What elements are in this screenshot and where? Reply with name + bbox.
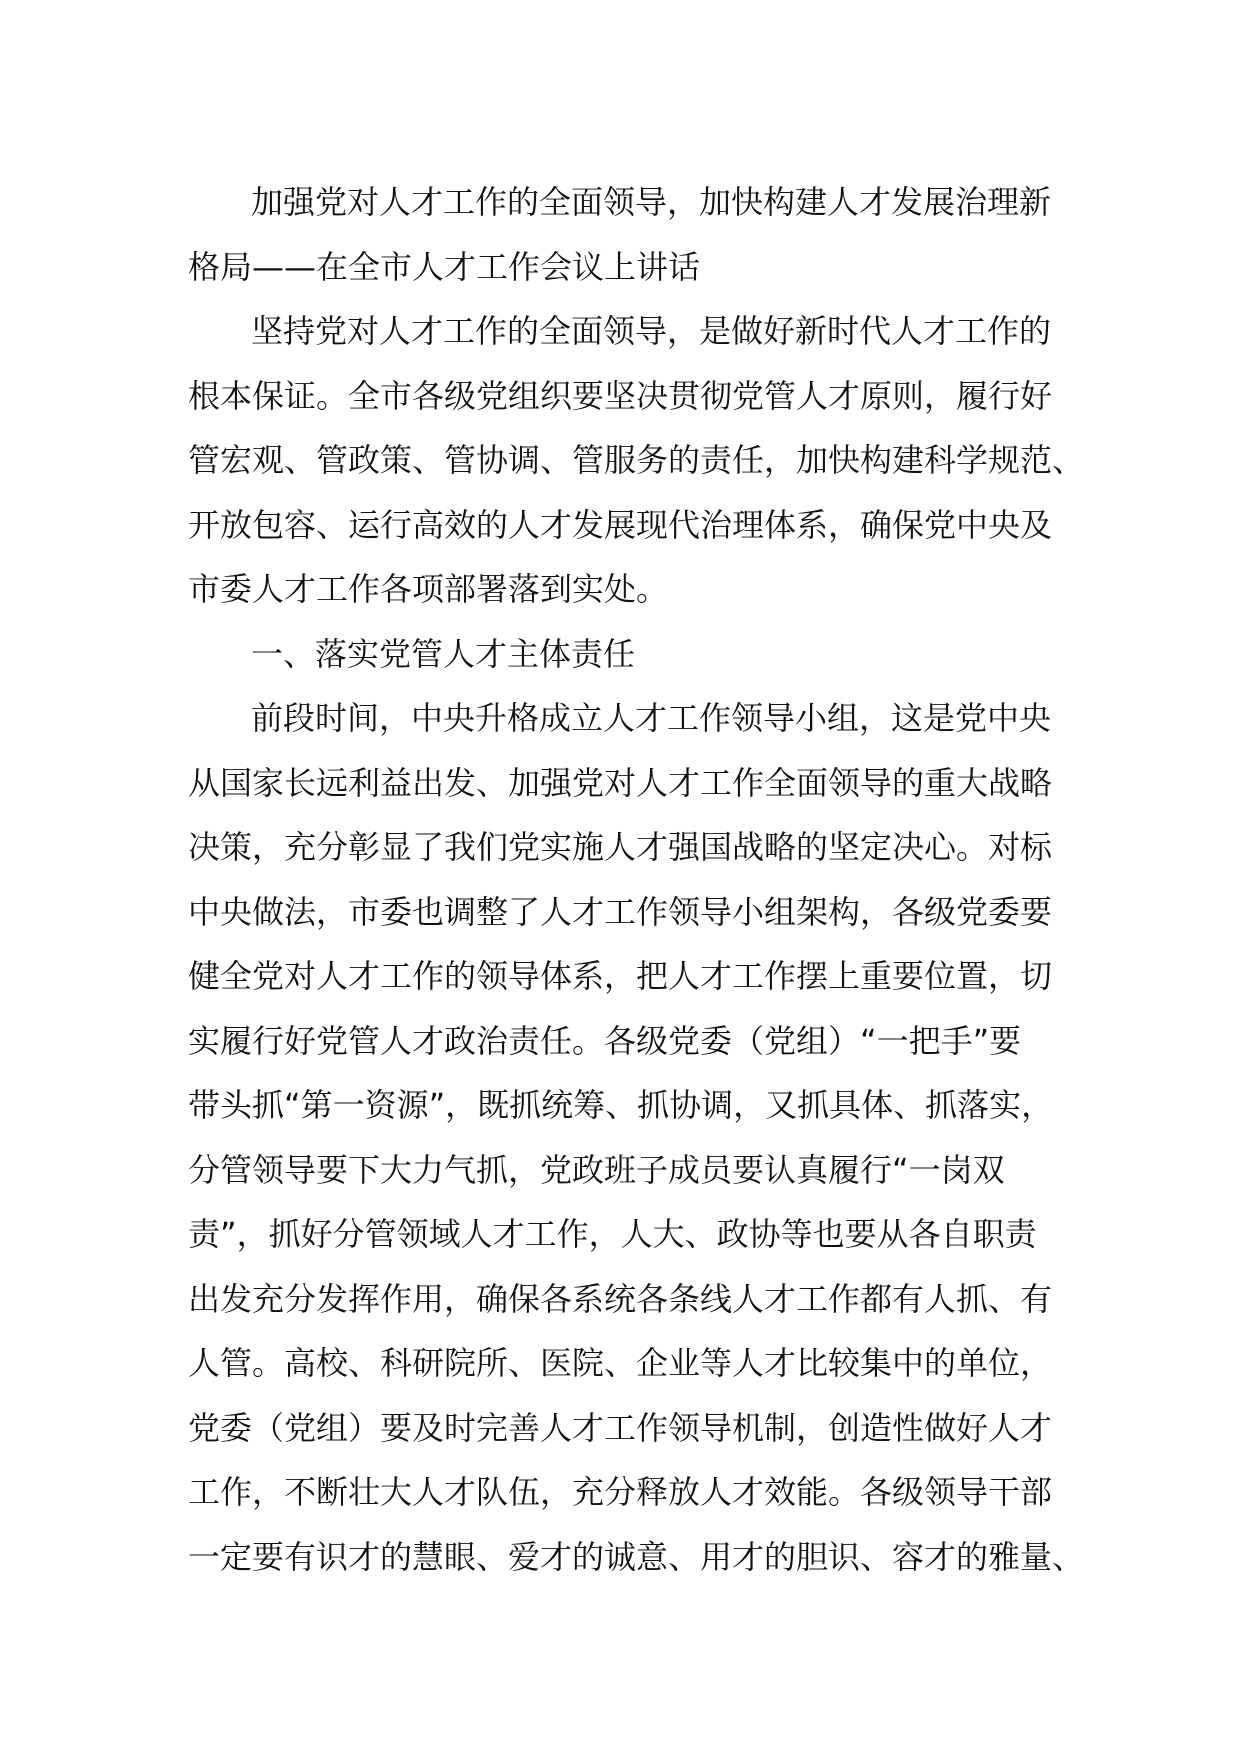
document-body — [188, 170, 1085, 1589]
paragraph-line: 市委人才工作各项部署落到实处。 — [188, 570, 669, 608]
paragraph-line: 决策，充分彰显了我们党实施人才强国战略的坚定决心。对标 — [188, 828, 1053, 866]
paragraph-line: 分管领导要下大力气抓，党政班子成员要认真履行“一岗双 — [188, 1150, 1005, 1189]
document-title — [188, 170, 1078, 299]
paragraph-line: 工作，不断壮大人才队伍，充分释放人才效能。各级领导干部 — [188, 1473, 1053, 1511]
paragraph-line: 管宏观、管政策、管协调、管服务的责任，加快构建科学规范、 — [188, 441, 1085, 479]
section-heading: 一、落实党管人才主体责任 — [251, 634, 636, 673]
paragraph-line: 开放包容、运行高效的人才发展现代治理体系，确保党中央及 — [188, 505, 1053, 544]
paragraph-line: 带头抓“第一资源”，既抓统筹、抓协调，又抓具体、抓落实， — [188, 1086, 1054, 1124]
paragraph-line: 责”，抓好分管领域人才工作，人大、政协等也要从各自职责 — [188, 1215, 1037, 1253]
paragraph-line: 中央做法，市委也调整了人才工作领导小组架构，各级党委要 — [188, 892, 1053, 931]
paragraph-line: 坚持党对人才工作的全面领导，是做好新时代人才工作的 — [251, 312, 1052, 350]
paragraph-line: 一定要有识才的慧眼、爱才的诚意、用才的胆识、容才的雅量、 — [188, 1537, 1085, 1576]
paragraph-line: 出发充分发挥作用，确保各系统各条线人才工作都有人抓、有 — [188, 1279, 1053, 1318]
paragraph-line: 从国家长远利益出发、加强党对人才工作全面领导的重大战略 — [188, 763, 1053, 802]
paragraph-line: 前段时间，中央升格成立人才工作领导小组，这是党中央 — [251, 699, 1052, 737]
paragraph-line: 实履行好党管人才政治责任。各级党委（党组）“一把手”要 — [188, 1021, 1022, 1060]
title-line: 加强党对人才工作的全面领导，加快构建人才发展治理新 — [251, 183, 1052, 221]
paragraph-intro — [188, 299, 1085, 622]
title-line: 格局——在全市人才工作会议上讲话 — [188, 247, 701, 286]
paragraph-line: 根本保证。全市各级党组织要坚决贯彻党管人才原则，履行好 — [188, 376, 1053, 415]
paragraph-line: 健全党对人才工作的领导体系，把人才工作摆上重要位置，切 — [188, 957, 1053, 995]
paragraph-line: 人管。高校、科研院所、医院、企业等人才比较集中的单位， — [188, 1344, 1053, 1382]
paragraph-line: 党委（党组）要及时完善人才工作领导机制，创造性做好人才 — [188, 1408, 1053, 1447]
paragraph-section-one — [188, 686, 1085, 1589]
